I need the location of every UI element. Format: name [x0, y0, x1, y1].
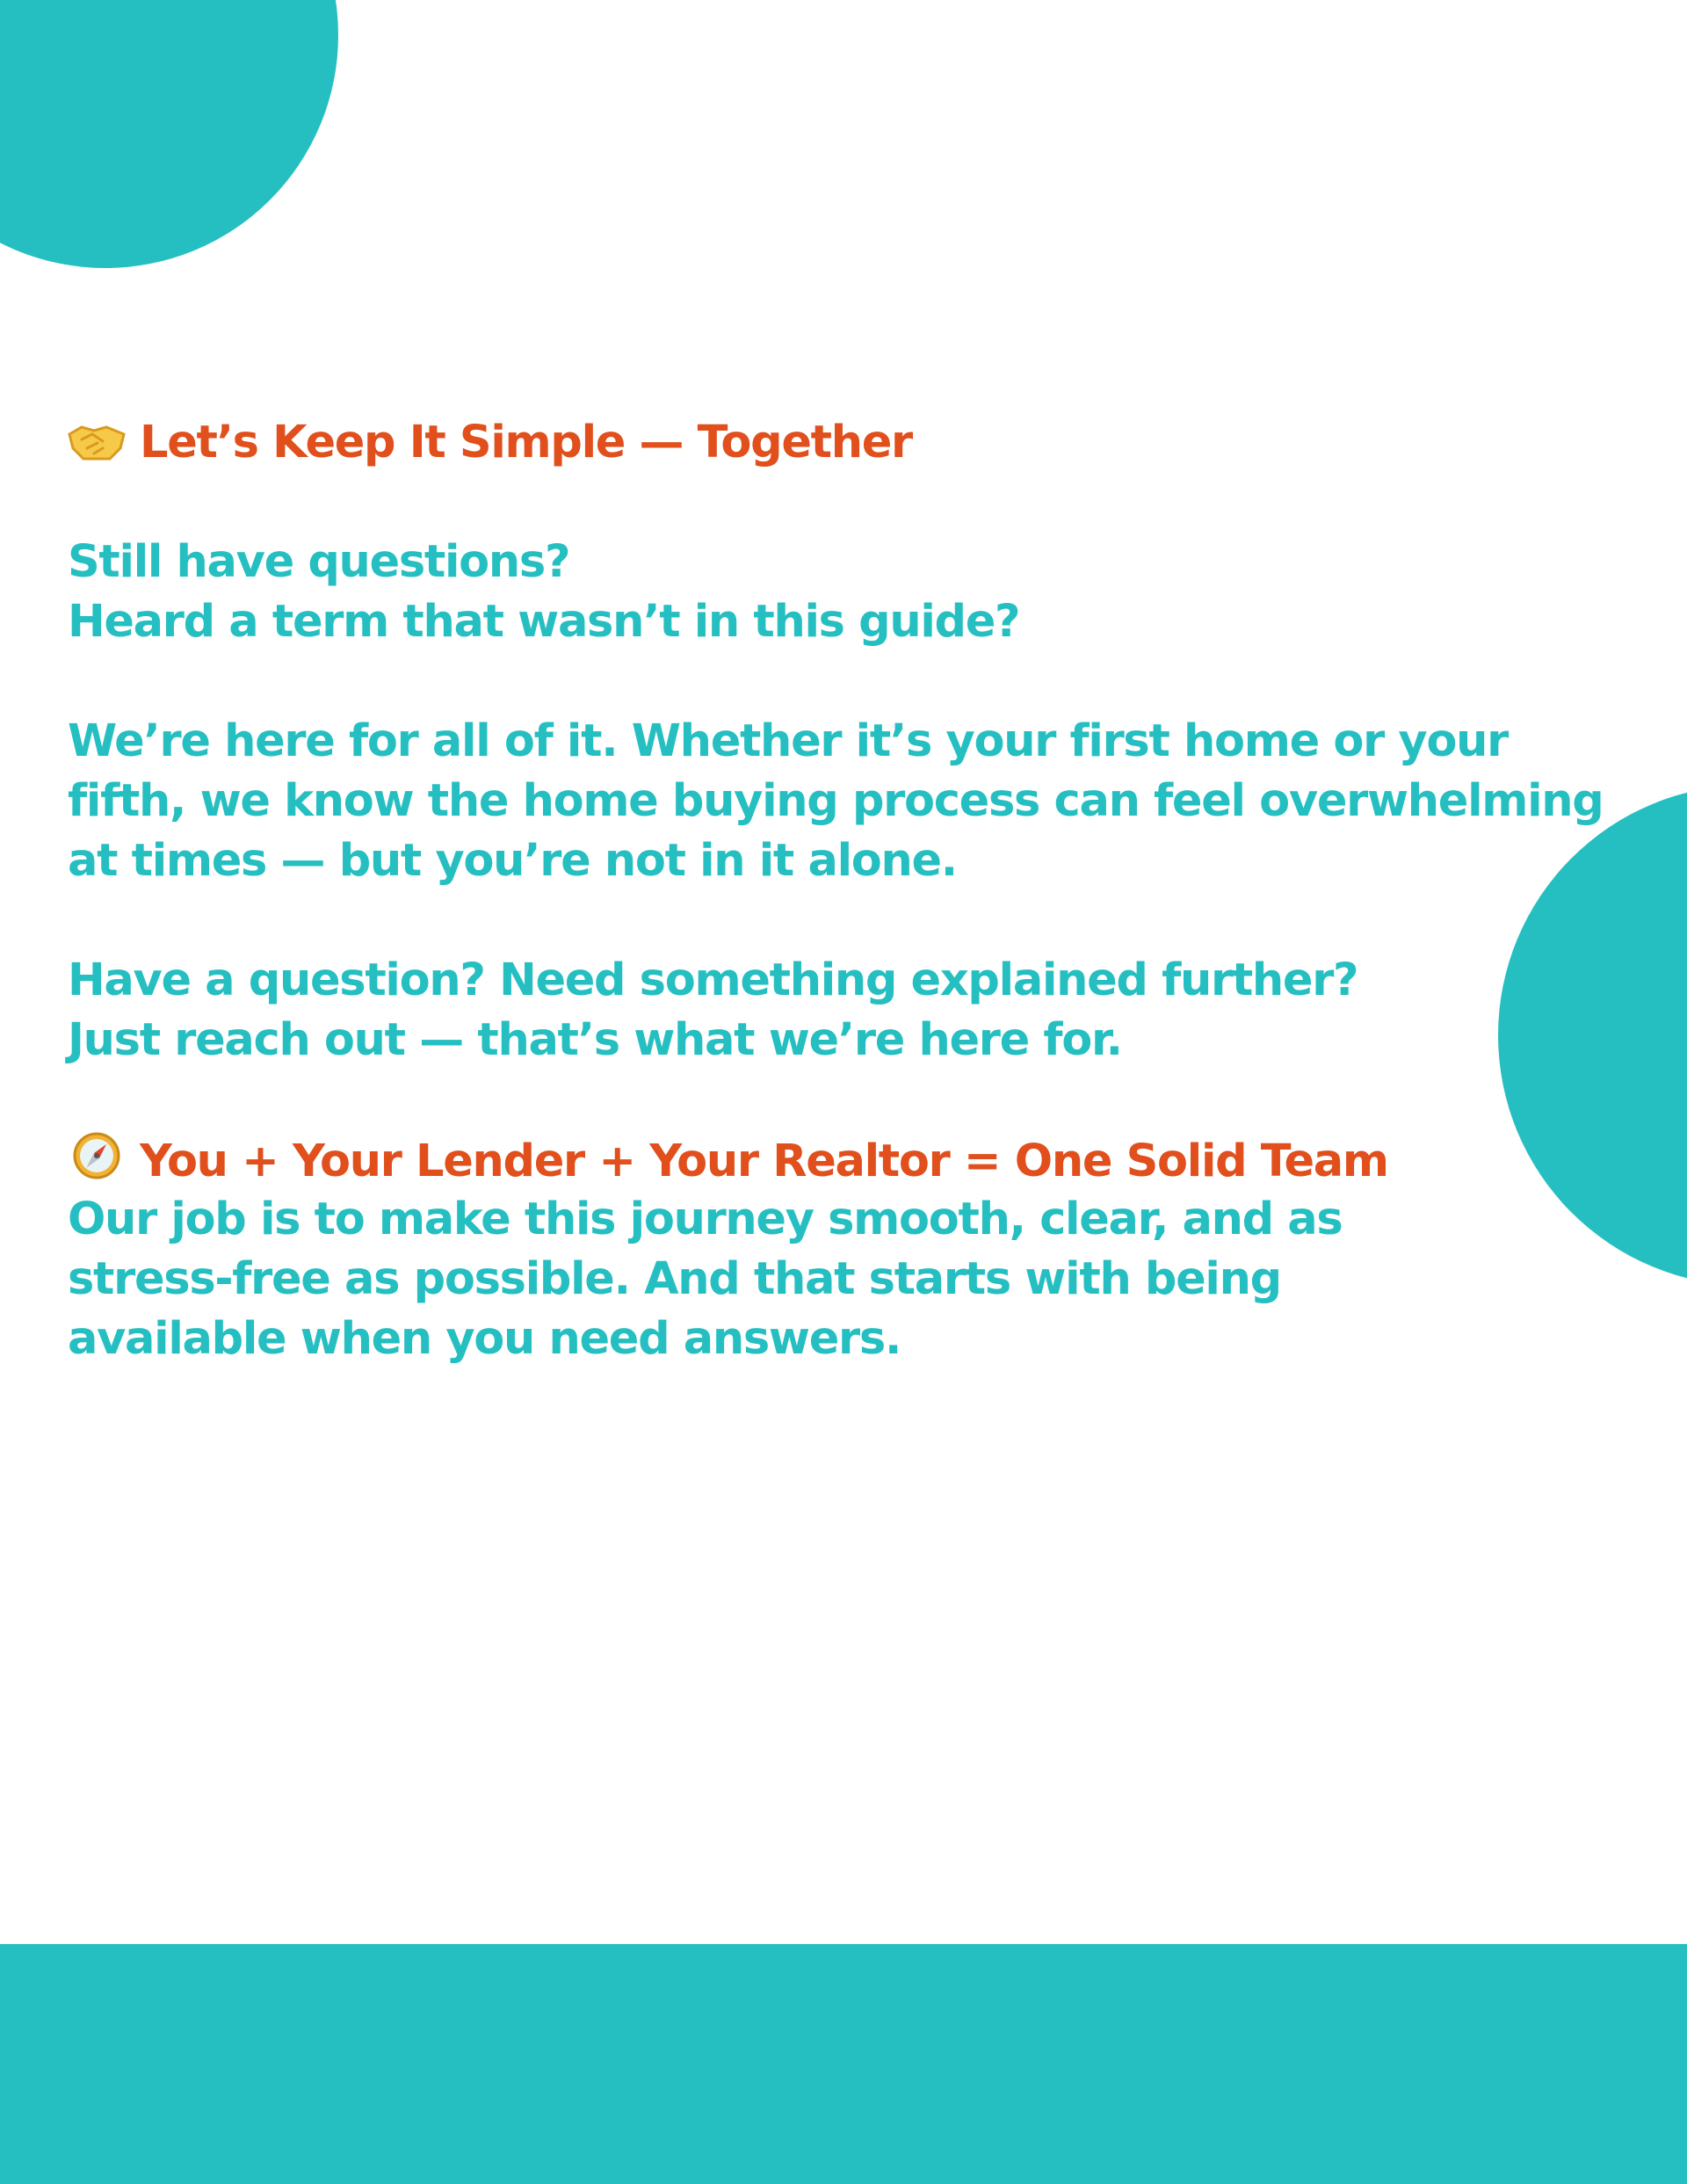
- decorative-circle-top-left: [0, 0, 338, 268]
- spacer: [68, 652, 1632, 712]
- compass-icon: [68, 1130, 126, 1181]
- paragraph-1-line-2: fifth, we know the home buying process can feel overwhelming: [68, 775, 1604, 827]
- spacer: [68, 473, 1632, 533]
- spacer: [68, 891, 1632, 951]
- section-2-line-3: available when you need answers.: [68, 1313, 901, 1365]
- paragraph-2-line-2: Just reach out — that’s what we’re here for.: [68, 1014, 1122, 1066]
- paragraph-2-line-1: Have a question? Need something explained further?: [68, 954, 1358, 1006]
- page-content: [68, 413, 1632, 1369]
- intro-line-2: Heard a term that wasn’t in this guide?: [68, 596, 1020, 648]
- intro-line-1: Still have questions?: [68, 536, 570, 588]
- spacer: [68, 1070, 1632, 1130]
- section-2-line-1: Our job is to make this journey smooth, clear, and as: [68, 1194, 1343, 1245]
- footer-band: [0, 1944, 1687, 2184]
- section-2-line-2: stress-free as possible. And that starts with being: [68, 1253, 1281, 1305]
- section-heading-keep-it-simple: [68, 413, 1632, 473]
- section-heading-one-solid-team: [68, 1130, 1632, 1190]
- section-heading-text: Let’s Keep It Simple — Together: [140, 417, 912, 468]
- section-heading-text: You + Your Lender + Your Realtor = One Solid Team: [140, 1136, 1388, 1187]
- paragraph-1-line-1: We’re here for all of it. Whether it’s your first home or your: [68, 715, 1508, 767]
- handshake-icon: [68, 422, 126, 462]
- paragraph-1-line-3: at times — but you’re not in it alone.: [68, 835, 957, 887]
